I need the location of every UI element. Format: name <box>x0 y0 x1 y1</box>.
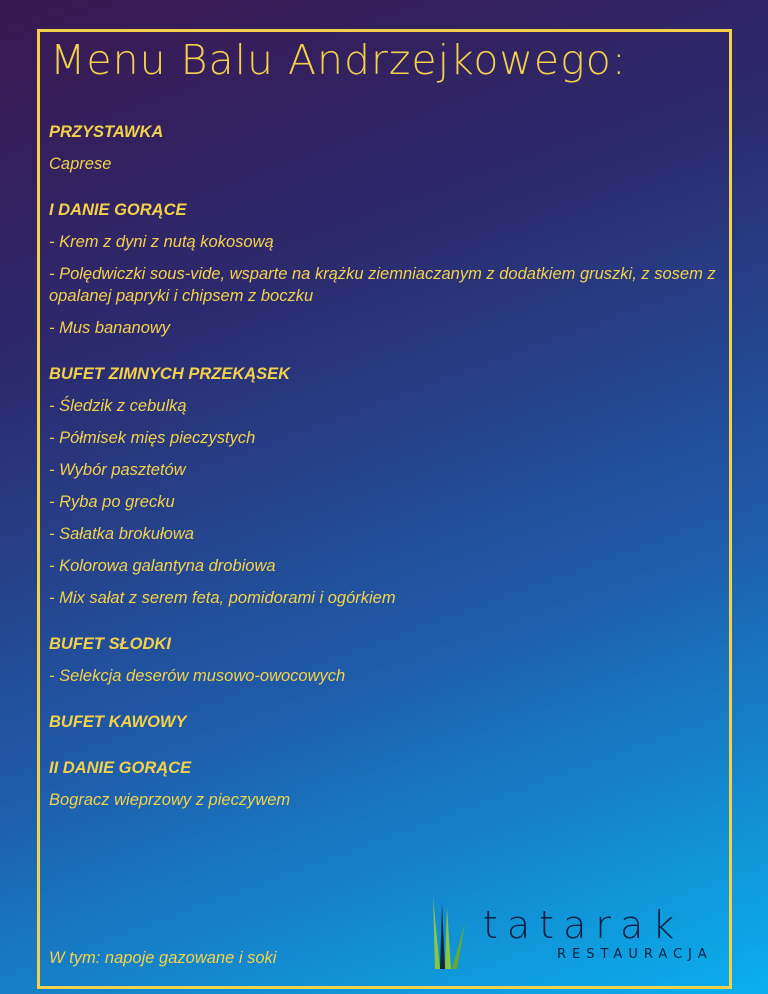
menu-section <box>49 711 721 733</box>
section-heading: I DANIE GORĄCE <box>49 201 187 219</box>
menu-item: - Ryba po grecku <box>49 493 175 511</box>
menu-item: - Selekcja deserów musowo-owocowych <box>49 667 346 685</box>
section-heading: BUFET ZIMNYCH PRZEKĄSEK <box>49 365 291 383</box>
menu-item: - Mus bananowy <box>49 319 171 337</box>
menu-item: - Półmisek mięs pieczystych <box>49 429 256 447</box>
menu-item: - Sałatka brokułowa <box>49 525 194 543</box>
menu-section <box>49 121 721 175</box>
reed-icon <box>425 895 477 971</box>
menu-item: - Kolorowa galantyna drobiowa <box>49 557 276 575</box>
menu-title: Menu Balu Andrzejkowego: <box>50 36 627 84</box>
menu-item: - Wybór pasztetów <box>49 461 186 479</box>
menu-item: - Krem z dyni z nutą kokosową <box>49 233 274 251</box>
logo-wordmark: tatarak <box>483 903 684 947</box>
menu-item: Bogracz wieprzowy z pieczywem <box>49 791 291 809</box>
restaurant-logo <box>425 895 725 975</box>
menu-section <box>49 633 721 687</box>
logo-subtitle: RESTAURACJA <box>557 947 713 962</box>
section-heading: PRZYSTAWKA <box>49 123 164 141</box>
section-heading: II DANIE GORĄCE <box>49 759 192 777</box>
menu-section <box>49 199 721 339</box>
menu-item: Caprese <box>49 155 112 173</box>
menu-item: - Mix sałat z serem feta, pomidorami i ogórkiem <box>49 589 396 607</box>
menu-list <box>49 121 721 835</box>
drinks-note: W tym: napoje gazowane i soki <box>49 949 277 967</box>
menu-section <box>49 363 721 609</box>
menu-section <box>49 757 721 811</box>
section-heading: BUFET KAWOWY <box>49 713 187 731</box>
section-heading: BUFET SŁODKI <box>49 635 171 653</box>
menu-item: - Polędwiczki sous-vide, wsparte na krążku ziemniaczanym z dodatkiem gruszki, z sosem z opalanej papryki i chipsem z boczku <box>49 265 716 305</box>
menu-item: - Śledzik z cebulką <box>49 397 187 415</box>
